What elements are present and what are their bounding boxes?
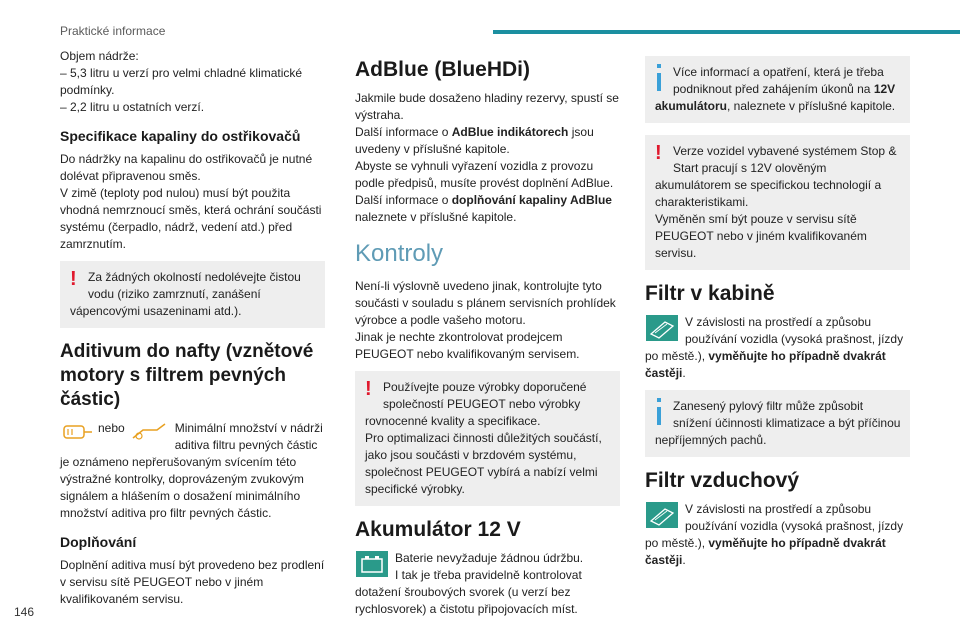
air-filter-heading: Filtr vzduchový bbox=[645, 469, 800, 492]
warning-exclamation-icon: ! bbox=[70, 268, 77, 290]
info-icon bbox=[655, 398, 665, 425]
washer-fluid-heading: Specifikace kapaliny do ostřikovačů bbox=[60, 128, 301, 144]
adblue-bold-2: doplňování kapaliny AdBlue bbox=[451, 193, 612, 207]
battery-text: Baterie nevyžaduje žádnou údržbu. I tak je třeba pravidelně kontrolovat dotažení šroubových svorek (u verzí bez rychlosvorek) a čistotu připojovacích míst. bbox=[355, 551, 584, 616]
additive-warning-lamp-icon bbox=[60, 420, 94, 444]
fuel-filter-lamp-icon bbox=[129, 420, 169, 444]
washer-warning-text: Za žádných okolností nedolévejte čistou vodu (riziko zamrznutí, zanášení vápencovými usazeninami atd.). bbox=[70, 270, 301, 318]
additive-nebo: nebo bbox=[98, 421, 125, 435]
air-filter-end: . bbox=[682, 553, 686, 567]
additive-side-text: Minimální množství v nádrži aditiva filtru pevných částic bbox=[174, 421, 323, 452]
page-number: 146 bbox=[14, 605, 35, 619]
cabin-filter-text bbox=[645, 315, 903, 380]
cabin-filter-text-part: V závislosti na prostředí a způsobu používání vozidla (vysoká prašnost, jízdy po městě.), bbox=[645, 315, 904, 363]
air-filter-text-part: V závislosti na prostředí a způsobu používání vozidla (vysoká prašnost, jízdy po městě.), bbox=[645, 502, 904, 550]
air-filter-bold: vyměňujte ho případně dvakrát častěji bbox=[645, 536, 886, 567]
warning-exclamation-icon: ! bbox=[365, 378, 372, 400]
cabin-info-note bbox=[645, 390, 910, 457]
warning-exclamation-icon: ! bbox=[655, 142, 662, 164]
battery-info-bold: 12V akumulátoru bbox=[655, 82, 896, 113]
cabin-filter-bold: vyměňujte ho případně dvakrát častěji bbox=[645, 349, 886, 380]
additive-heading: Aditivum do nafty (vznětové motory s filtrem pevných částic) bbox=[60, 341, 314, 410]
tank-volume-text: Objem nádrže: – 5,3 litru u verzí pro velmi chladné klimatické podmínky. – 2,2 litru u ostatních verzí. bbox=[60, 49, 303, 114]
checks-text: Není-li výslovně uvedeno jinak, kontrolujte tyto součásti v souladu s plánem servisních prohlídek výrobce a podle vašeho motoru. Jinak je nechte zkontrolovat prodejcem PEUGEOT nebo kvalifikovaným servisem. bbox=[355, 279, 616, 361]
info-icon bbox=[655, 64, 665, 91]
cabin-info-text: Zanesený pylový filtr může způsobit snížení účinnosti klimatizace a být příčinou nepříjemných pachů. bbox=[655, 399, 901, 447]
cabin-filter-block bbox=[645, 314, 910, 382]
filter-maintenance-icon bbox=[645, 501, 679, 529]
adblue-text bbox=[355, 90, 620, 226]
air-filter-block bbox=[645, 501, 910, 569]
adblue-text-part2: jsou uvedeny v příslušné kapitole. Abyste se vyhnuli vyřazení vozidla z provozu podle předpisů, musíte provést doplnění AdBlue. Další informace o bbox=[355, 125, 614, 207]
refill-heading: Doplňování bbox=[60, 534, 137, 550]
cabin-filter-end: . bbox=[682, 366, 686, 380]
cabin-filter-heading: Filtr v kabině bbox=[645, 282, 775, 305]
washer-warning-note bbox=[60, 261, 325, 328]
air-filter-text bbox=[645, 502, 903, 567]
battery-maintenance-icon bbox=[355, 550, 389, 578]
checks-heading: Kontroly bbox=[355, 240, 444, 267]
column-2 bbox=[355, 48, 620, 618]
battery-info-text bbox=[655, 65, 895, 113]
adblue-text-part3: naleznete v příslušné kapitole. bbox=[355, 210, 517, 224]
stop-start-warning-note bbox=[645, 135, 910, 270]
checks-warning-note bbox=[355, 371, 620, 506]
column-3 bbox=[645, 48, 910, 569]
page-header-title: Praktické informace bbox=[60, 24, 166, 38]
checks-warning-text: Používejte pouze výrobky doporučené společností PEUGEOT nebo výrobky rovnocenné kvality a specifikace. Pro optimalizaci činnosti důležitých součástí, jako jsou součásti v brzdovém systému, společnost PEUGEOT vybírá a nabízí velmi specifické výrobky. bbox=[365, 380, 602, 496]
column-1 bbox=[60, 48, 325, 614]
additive-icons-row bbox=[60, 420, 325, 454]
battery-heading: Akumulátor 12 V bbox=[355, 518, 521, 541]
washer-fluid-text: Do nádržky na kapalinu do ostřikovačů je nutné dolévat připravenou směs. V zimě (teploty pod nulou) musí být použita vhodná nemrznoucí směs, která ochrání součásti systému (čerpadlo, nádrž, vedení atd.) před zamrznutím. bbox=[60, 152, 322, 251]
stop-start-warning-text: Verze vozidel vybavené systémem Stop & Start pracují s 12V olověným akumulátorem se specifickou technologií a charakteristikami. Vyměněn smí být pouze v servisu sítě PEUGEOT nebo v jiném kvalifikovaném servisu. bbox=[655, 144, 897, 260]
battery-info-note bbox=[645, 56, 910, 123]
adblue-text-part1: Jakmile bude dosaženo hladiny rezervy, spustí se výstraha. Další informace o bbox=[355, 91, 619, 139]
filter-maintenance-icon bbox=[645, 314, 679, 342]
adblue-heading: AdBlue (BlueHDi) bbox=[355, 58, 530, 81]
adblue-bold-1: AdBlue indikátorech bbox=[451, 125, 569, 139]
battery-info-part2: , naleznete v příslušné kapitole. bbox=[727, 99, 896, 113]
refill-text: Doplnění aditiva musí být provedeno bez prodlení v servisu sítě PEUGEOT nebo v jiném kvalifikovaném servisu. bbox=[60, 558, 325, 606]
battery-block bbox=[355, 550, 620, 618]
header-accent-bar bbox=[493, 30, 960, 34]
battery-info-part1: Více informací a opatření, která je třeba podniknout před zahájením úkonů na bbox=[673, 65, 884, 96]
additive-text: je oznámeno nepřerušovaným svícením této výstražné kontrolky, doprovázeným zvukovým signálem a hlášením o dosažení minimálního množství aditiva pro filtr pevných částic. bbox=[60, 455, 304, 520]
